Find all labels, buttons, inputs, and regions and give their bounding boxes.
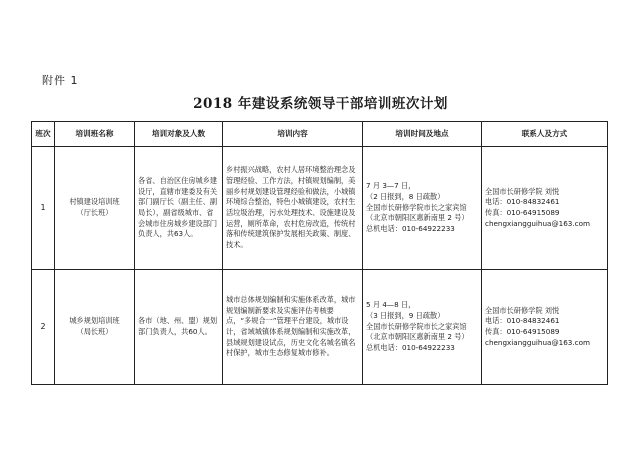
table-header-row xyxy=(32,122,608,147)
place-line: 全国市长研修学院市长之家宾馆（北京市朝阳区惠新南里 2 号） xyxy=(366,202,469,223)
row-no: 2 xyxy=(32,270,55,385)
phone-line: 总机电话：010-64922233 xyxy=(366,223,455,233)
header-time-place: 培训时间及地点 xyxy=(363,122,482,147)
row-class-name xyxy=(55,270,135,385)
row-contact xyxy=(482,270,608,385)
training-plan-table xyxy=(31,121,608,385)
time-line: （2 日报到，8 日疏散） xyxy=(366,192,445,202)
time-line: 5 月 4—8 日， xyxy=(366,300,416,310)
row-content: 城市总体规划编制和实施体系改革，城市规划编制新要求及实施评估考核要点，“多规合一”管理平台建设，城市设计，省域城镇体系规划编制和实施改革，县域规划建设试点，历史文化名城名镇名村保护，城市生态修复城市修补。 xyxy=(223,270,363,385)
contact-fax: 传真：010-64915089 xyxy=(485,208,560,217)
contact-email: chengxiangguihua@163.com xyxy=(485,218,590,228)
header-class-name: 培训班名称 xyxy=(55,122,135,147)
row-time-place xyxy=(363,147,482,270)
contact-person: 全国市长研修学院 刘悦 xyxy=(485,186,560,196)
contact-phone: 电话：010-84832461 xyxy=(485,197,560,207)
contact-person: 全国市长研修学院 刘悦 xyxy=(485,305,560,315)
header-target: 培训对象及人数 xyxy=(135,122,223,147)
header-content: 培训内容 xyxy=(223,122,363,147)
class-name-line: 村镇建设培训班 xyxy=(69,197,120,207)
document-title: 2018 年建设系统领导干部培训班次计划 xyxy=(193,96,448,112)
contact-fax: 传真：010-64915089 xyxy=(485,327,560,336)
contact-phone: 电话：010-84832461 xyxy=(485,316,560,326)
time-line: 7 月 3—7 日， xyxy=(366,181,416,191)
row-no: 1 xyxy=(32,147,55,270)
class-name-line: （局长班） xyxy=(76,327,113,336)
table-row xyxy=(32,147,608,270)
row-target: 各省、自治区住房城乡建设厅，直辖市建委及有关部门副厅长（副主任、副局长），副省级城市、省会城市住房城乡建设部门负责人，共63人。 xyxy=(135,147,223,270)
contact-email: chengxiangguihua@163.com xyxy=(485,337,590,347)
phone-line: 总机电话：010-64922233 xyxy=(366,342,455,352)
row-contact xyxy=(482,147,608,270)
attachment-label: 附件 1 xyxy=(42,74,79,87)
class-name-line: 城乡规划培训班 xyxy=(69,316,120,326)
class-name-line: （厅长班） xyxy=(76,208,113,217)
row-class-name xyxy=(55,147,135,270)
row-content: 乡村振兴战略，农村人居环境整治理念及管理经验、工作方法，村镇规划编制，美丽乡村规划建设管理经验和做法，小城镇环境综合整治，特色小城镇建设，农村生活垃圾治理，污水处理技术、设施建设及运营，厕所革命，农村危房改造，传统村落和传统建筑保护发展相关政策、制度、技术。 xyxy=(223,147,363,270)
table-row xyxy=(32,270,608,385)
header-class-no: 班次 xyxy=(32,122,55,147)
place-line: 全国市长研修学院市长之家宾馆（北京市朝阳区惠新南里 2 号） xyxy=(366,321,469,342)
header-contact: 联系人及方式 xyxy=(482,122,608,147)
row-target: 各市（地、州、盟）规划部门负责人，共60人。 xyxy=(135,270,223,385)
row-time-place xyxy=(363,270,482,385)
time-line: （3 日报到，9 日疏散） xyxy=(366,311,445,321)
